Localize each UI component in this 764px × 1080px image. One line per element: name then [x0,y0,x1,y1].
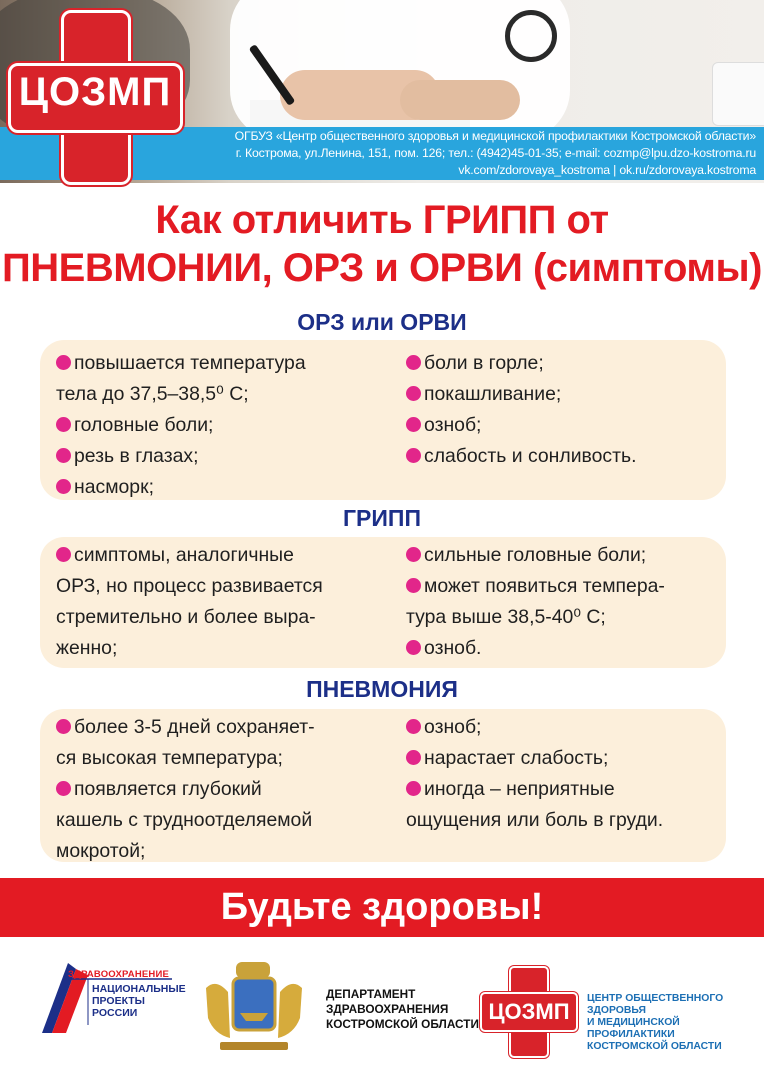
national-projects-logo [32,955,186,1047]
symptom-item-cont: женно; [56,637,118,659]
symptom-item-cont: ся высокая температура; [56,747,283,769]
symptom-item: озноб; [406,410,636,441]
symptoms-box-pneumonia [40,709,726,862]
bullet-icon [406,578,421,593]
symptom-item-cont: ОРЗ, но процесс развивается [56,575,323,597]
symptoms-box-flu [40,537,726,668]
symptom-item: головные боли; [56,410,306,441]
symptom-item-cont: кашель с трудноотделяемой [56,809,313,831]
symptom-item: сильные головные боли; [406,540,665,571]
symptom-item-cont: тела до 37,5–38,5⁰ С; [56,383,249,405]
symptom-item: симптомы, аналогичные [56,540,323,571]
bullet-icon [406,448,421,463]
symptoms-box-orz [40,340,726,500]
symptom-item: появляется глубокий [56,774,315,805]
symptom-item: покашливание; [406,379,636,410]
bullet-icon [406,355,421,370]
symptom-item-cont: тура выше 38,5-40⁰ С; [406,606,606,628]
title-line-2: ПНЕВМОНИИ, ОРЗ и ОРВИ (симптомы) [2,246,762,290]
department-text: ДЕПАРТАМЕНТ ЗДРАВООХРАНЕНИЯ КОСТРОМСКОЙ ОБЛАСТИ [326,987,479,1031]
section-heading-orz: ОРЗ или ОРВИ [297,309,467,335]
bullet-icon [406,781,421,796]
bullet-icon [406,750,421,765]
national-projects-text: НАЦИОНАЛЬНЫЕ ПРОЕКТЫ РОССИИ [92,983,186,1019]
symptoms-left-pneumonia [56,712,315,867]
slogan: Будьте здоровы! [220,886,544,928]
symptom-item: слабость и сонливость. [406,441,636,472]
bullet-icon [56,719,71,734]
title-line-1: Как отличить ГРИПП от [155,198,609,242]
bullet-icon [56,479,71,494]
photo-cup [712,62,764,126]
bullet-icon [56,781,71,796]
bullet-icon [406,417,421,432]
bullet-icon [406,640,421,655]
symptoms-right-pneumonia [406,712,663,836]
bullet-icon [56,547,71,562]
symptom-item: более 3-5 дней сохраняет- [56,712,315,743]
symptom-item: может появиться темпера- [406,571,665,602]
symptom-item-cont: стремительно и более выра- [56,606,316,628]
symptom-item: озноб. [406,633,665,664]
section-heading-pneumonia: ПНЕВМОНИЯ [306,676,458,702]
bullet-icon [56,417,71,432]
symptom-item: боли в горле; [406,348,636,379]
bullet-icon [56,448,71,463]
symptom-item: резь в глазах; [56,441,306,472]
contact-line-address: г. Кострома, ул.Ленина, 151, пом. 126; тел.: (4942)45-01-35; e-mail: cozmp@lpu.dzo-kostroma.ru [235,146,756,160]
symptom-item: иногда – неприятные [406,774,663,805]
contact-line-social: vk.com/zdorovaya_kostroma | ok.ru/zdorovaya.kostroma [458,163,756,177]
symptom-item: нарастает слабость; [406,743,663,774]
bullet-icon [56,355,71,370]
cozmp-full-name: ЦЕНТР ОБЩЕСТВЕННОГО ЗДОРОВЬЯ И МЕДИЦИНСКОЙ ПРОФИЛАКТИКИ КОСТРОМСКОЙ ОБЛАСТИ [587,993,724,1052]
bullet-icon [406,547,421,562]
photo-hand [400,80,520,120]
symptoms-left-orz [56,348,306,503]
bullet-icon [406,719,421,734]
symptoms-left-flu [56,540,323,664]
symptom-item: озноб; [406,712,663,743]
cozmp-small-logo-text: ЦОЗМП [488,999,570,1024]
section-heading-flu: ГРИПП [343,505,421,531]
contact-info [116,128,756,179]
symptoms-right-orz [406,348,636,472]
bullet-icon [406,386,421,401]
national-projects-top: ЗДРАВООХРАНЕНИЕ [68,969,170,980]
stethoscope-icon [505,10,557,62]
symptom-item: насморк; [56,472,306,503]
symptoms-right-flu [406,540,665,664]
symptom-item-cont: ощущения или боль в груди. [406,809,664,831]
contact-line-org: ОГБУЗ «Центр общественного здоровья и медицинской профилактики Костромской области» [234,129,756,143]
symptom-item-cont: мокротой; [56,840,146,862]
cozmp-logo-text: ЦОЗМП [18,69,172,114]
page-title [0,196,764,292]
kostroma-emblem-icon [198,958,310,1056]
symptom-item: повышается температура [56,348,306,379]
